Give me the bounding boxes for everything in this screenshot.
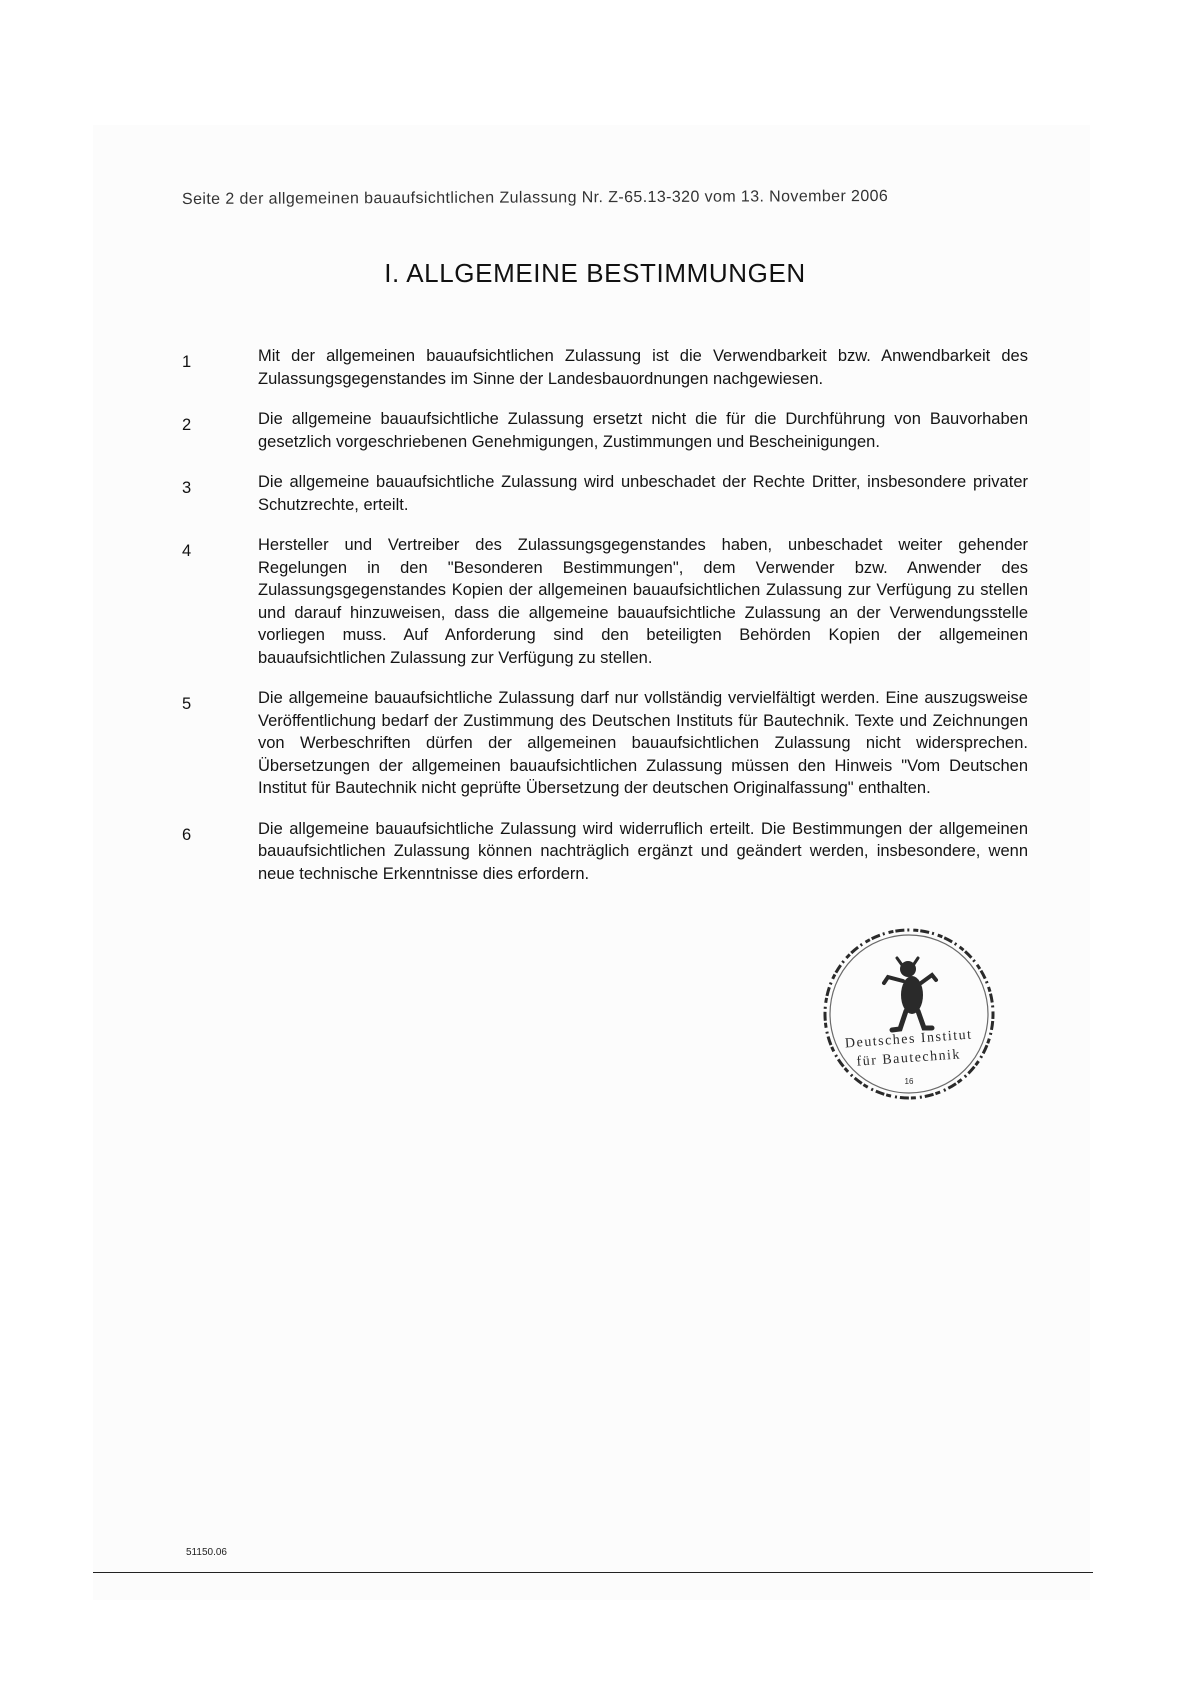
clause-4: [0, 534, 1190, 669]
clause-text: Mit der allgemeinen bauaufsichtlichen Zulassung ist die Verwendbarkeit bzw. Anwendbarkeit des Zulassungsgegenstandes im Sinne der Landesbauordnungen nachgewiesen.: [258, 347, 1028, 388]
seal-text-line-2: für Bautechnik: [856, 1047, 962, 1070]
page-header: Seite 2 der allgemeinen bauaufsichtlichen Zulassung Nr. Z-65.13-320 vom 13. November 2006: [181, 187, 889, 208]
clause-number: 4: [182, 542, 192, 560]
clause-5: [0, 687, 1190, 800]
clause-1: [0, 345, 1190, 390]
clause-list: [0, 345, 1190, 903]
clause-number: 3: [182, 479, 192, 497]
clause-text: Hersteller und Vertreiber des Zulassungsgegenstandes haben, unbeschadet weiter gehender Regelungen in den "Besonderen Bestimmungen", dem Verwender bzw. Anwender des Zulassungsgegenstandes Kopien der allgemeinen bauaufsichtlichen Zulassung zur Verfügung zu stellen und darauf hinzuweisen, dass die allgemeine bauaufsichtliche Zulassung an der Verwendungsstelle vorliegen muss. Auf Anforderung sind den beteiligten Behörden Kopien der allgemeinen bauaufsichtlichen Zulassung zur Verfügung zu stellen.: [258, 536, 1028, 667]
footer-divider: [93, 1572, 1093, 1573]
seal-outer-ring: [825, 930, 993, 1098]
bear-emblem-icon: [884, 958, 936, 1030]
section-title: I. ALLGEMEINE BESTIMMUNGEN: [384, 258, 806, 288]
clause-text: Die allgemeine bauaufsichtliche Zulassung ersetzt nicht die für die Durchführung von Bauvorhaben gesetzlich vorgeschriebenen Genehmigungen, Zustimmungen und Bescheinigungen.: [258, 410, 1028, 451]
document-code: 51150.06: [186, 1547, 227, 1558]
seal-inner-ring: [830, 935, 988, 1093]
clause-text: Die allgemeine bauaufsichtliche Zulassung wird widerruflich erteilt. Die Bestimmungen der allgemeinen bauaufsichtlichen Zulassung können nachträglich ergänzt und geändert werden, insbesondere, wenn neue technische Erkenntnisse dies erfordern.: [258, 819, 1028, 883]
clause-6: [0, 818, 1190, 886]
seal-text-line-1: Deutsches Institut: [844, 1027, 973, 1052]
clause-number: 2: [182, 416, 192, 434]
clause-2: [0, 408, 1190, 453]
clause-text: Die allgemeine bauaufsichtliche Zulassung wird unbeschadet der Rechte Dritter, insbesondere privater Schutzrechte, erteilt.: [258, 473, 1028, 514]
clause-3: [0, 471, 1190, 516]
clause-number: 5: [182, 695, 192, 713]
official-seal-stamp: [820, 925, 998, 1103]
clause-number: 1: [182, 353, 192, 371]
clause-text: Die allgemeine bauaufsichtliche Zulassung darf nur vollständig vervielfältigt werden. Eine auszugsweise Veröffentlichung bedarf der Zustimmung des Deutschen Instituts für Bautechnik. Texte und Zeichnungen von Werbeschriften dürfen der allgemeinen bauaufsichtlichen Zulassung nicht widersprechen. Übersetzungen der allgemeinen bauaufsichtlichen Zulassung müssen den Hinweis "Vom Deutschen Institut für Bautechnik nicht geprüfte Übersetzung der deutschen Originalfassung" enthalten.: [258, 689, 1028, 797]
clause-number: 6: [182, 825, 192, 844]
seal-number: 16: [904, 1077, 914, 1086]
